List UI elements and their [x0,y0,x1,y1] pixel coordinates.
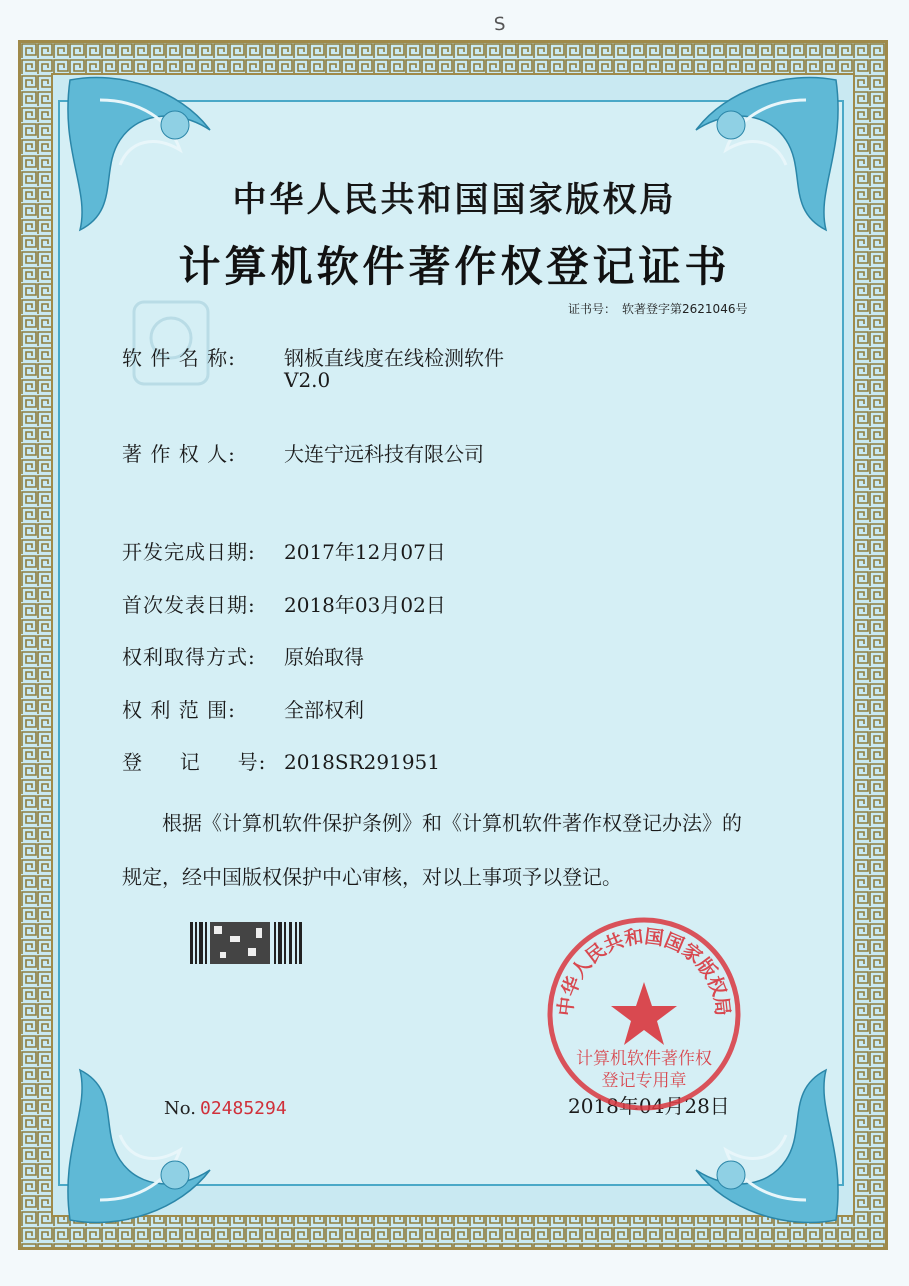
serial-value: 02485294 [200,1098,287,1119]
official-seal [544,914,744,1114]
field-completion-date [122,536,446,565]
seal-line-1: 计算机软件著作权 [576,1049,712,1069]
issue-date: 2018年04月28日 [568,1094,730,1118]
certificate-number-label: 证书号： [568,302,617,316]
statement-line-1: 根据《计算机软件保护条例》和《计算机软件著作权登记办法》的 [162,811,742,835]
legal-statement [122,796,822,904]
field-label: 权 利 范 围: [122,698,236,722]
field-copyright-owner [122,438,484,467]
seal-star-icon [611,982,677,1045]
seal-line-2: 登记专用章 [601,1071,687,1091]
field-registration-number [122,746,440,775]
field-value: 原始取得 [284,645,364,669]
certificate-number-value: 软著登字第2621046号 [622,302,748,316]
certificate-number [568,300,753,317]
serial-number [164,1098,287,1119]
corner-ornament-bottom-left [60,1060,230,1230]
field-value: 2018SR291951 [284,750,441,774]
field-value: 钢板直线度在线检测软件 [284,346,504,370]
field-label: 开发完成日期: [122,540,256,564]
handwritten-note: S [493,13,507,36]
field-acquisition-method [122,641,364,670]
field-label: 登 记 号: [122,750,267,774]
field-value: 2017年12月07日 [284,540,446,564]
field-value: 全部权利 [284,698,364,722]
seal-arc-text: 中华人民共和国国家版权局 [554,925,734,1018]
field-label: 权利取得方式: [122,645,256,669]
field-publication-date [122,589,446,618]
field-value: 2018年03月02日 [284,593,446,617]
field-label: 首次发表日期: [122,593,256,617]
serial-prefix: No. [164,1098,196,1119]
statement-line-2: 规定，经中国版权保护中心审核，对以上事项予以登记。 [122,865,622,889]
field-value: 大连宁远科技有限公司 [284,442,484,466]
field-label: 著 作 权 人: [122,442,236,466]
field-label: 软 件 名 称: [122,346,236,370]
field-software-name [122,342,504,371]
software-version: V2.0 [284,368,331,392]
issuing-authority: 中华人民共和国国家版权局 [232,180,677,220]
certificate-title: 计算机软件著作权登记证书 [178,242,731,291]
barcode [190,922,302,964]
field-rights-scope [122,694,364,723]
